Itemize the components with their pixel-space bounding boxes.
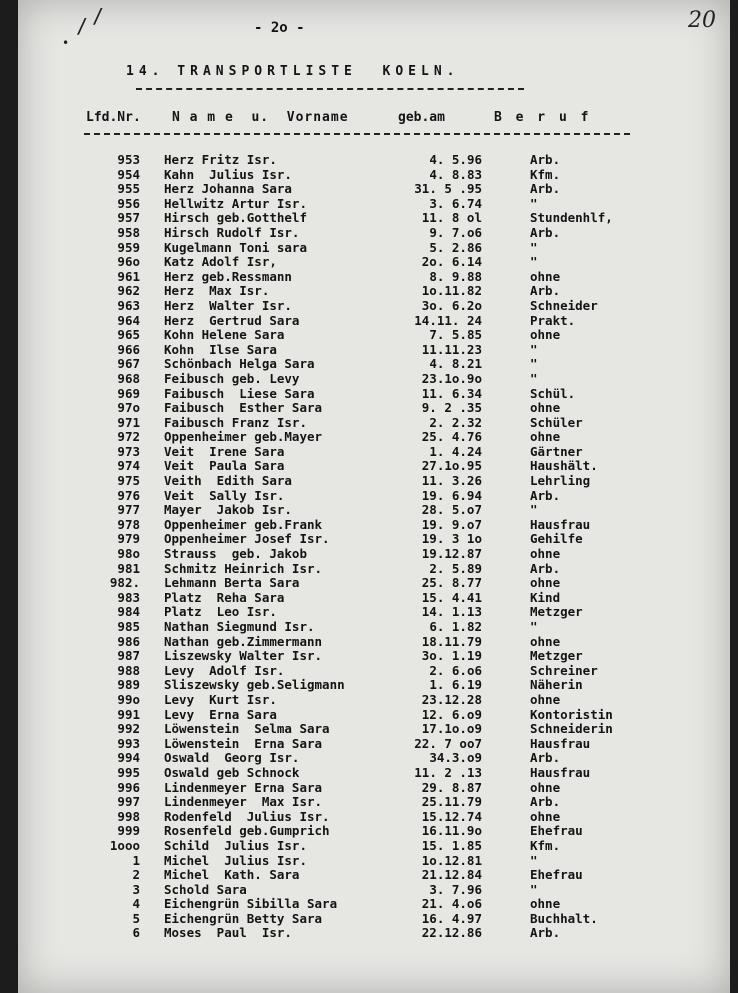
table-row xyxy=(18,241,730,256)
table-row xyxy=(18,226,730,241)
table-row xyxy=(18,314,730,329)
margin-mark: • xyxy=(62,36,70,50)
person-name: Mayer Jakob Isr. xyxy=(164,502,292,518)
row-number: 956 xyxy=(117,195,140,211)
person-name: Schild Julius Isr. xyxy=(164,837,307,853)
page-title: 14. TRANSPORTLISTE KOELN. xyxy=(126,64,460,79)
row-number: 995 xyxy=(117,764,140,780)
birth-date: 4. 8.83 xyxy=(429,166,482,182)
table-row xyxy=(18,445,730,460)
birth-date: 31. 5 .95 xyxy=(414,181,482,197)
person-name: Hirsch Rudolf Isr. xyxy=(164,224,300,240)
row-number: 3 xyxy=(132,881,140,897)
row-number: 968 xyxy=(117,370,140,386)
row-number: 985 xyxy=(117,619,140,634)
person-name: Rodenfeld Julius Isr. xyxy=(164,808,330,824)
birth-date: 11. 2 .13 xyxy=(414,764,482,780)
table-row xyxy=(18,605,730,620)
occupation: Arb. xyxy=(530,925,561,941)
birth-date: 34.3.o9 xyxy=(429,750,482,766)
person-name: Veith Edith Sara xyxy=(164,473,292,489)
margin-mark: / xyxy=(92,4,105,28)
table-row xyxy=(18,926,730,941)
table-row xyxy=(18,197,730,212)
row-number: 993 xyxy=(117,735,140,751)
row-number: 987 xyxy=(117,648,140,664)
birth-date: 9. 7.o6 xyxy=(429,224,482,240)
row-number: 966 xyxy=(117,341,140,357)
row-number: 954 xyxy=(117,166,140,182)
person-name: Oppenheimer geb.Frank xyxy=(164,516,323,532)
table-row xyxy=(18,416,730,431)
row-number: 996 xyxy=(117,779,140,795)
birth-date: 14.11. 24 xyxy=(414,312,482,328)
table-row xyxy=(18,489,730,504)
person-name: Herz Gertrud Sara xyxy=(164,312,300,328)
occupation: Schüler xyxy=(530,414,583,430)
birth-date: 15. 1.85 xyxy=(421,837,482,853)
table-row xyxy=(18,897,730,912)
occupation: " xyxy=(530,356,538,372)
person-name: Oswald Georg Isr. xyxy=(164,750,300,766)
birth-date: 7. 5.85 xyxy=(429,327,482,343)
table-row xyxy=(18,562,730,577)
occupation: " xyxy=(530,619,538,634)
occupation: " xyxy=(530,195,538,211)
person-name: Liszewsky Walter Isr. xyxy=(164,648,323,664)
person-name: Levy Kurt Isr. xyxy=(164,691,277,707)
table-row xyxy=(18,795,730,810)
occupation: Schreiner xyxy=(530,662,598,678)
birth-date: 25. 4.76 xyxy=(421,429,482,445)
row-number: 96o xyxy=(117,254,140,270)
birth-date: 2. 5.89 xyxy=(429,560,482,576)
occupation: Kfm. xyxy=(530,166,561,182)
table-row xyxy=(18,824,730,839)
row-number: 958 xyxy=(117,224,140,240)
birth-date: 22.12.86 xyxy=(421,925,482,941)
table-row xyxy=(18,576,730,591)
header-beruf: B e r u f xyxy=(494,110,592,125)
person-name: Kahn Julius Isr. xyxy=(164,166,292,182)
birth-date: 1. 6.19 xyxy=(429,677,482,693)
birth-date: 19. 3 1o xyxy=(421,531,482,547)
occupation: Lehrling xyxy=(530,473,591,489)
birth-date: 2. 6.o6 xyxy=(429,662,482,678)
person-name: Löwenstein Erna Sara xyxy=(164,735,323,751)
person-name: Platz Reha Sara xyxy=(164,589,285,605)
occupation: Ehefrau xyxy=(530,823,583,839)
person-name: Feibusch geb. Levy xyxy=(164,370,300,386)
row-number: 971 xyxy=(117,414,140,430)
table-row xyxy=(18,678,730,693)
occupation: Hausfrau xyxy=(530,516,591,532)
row-number: 98o xyxy=(117,546,140,562)
person-name: Levy Erna Sara xyxy=(164,706,277,722)
birth-date: 28. 5.o7 xyxy=(421,502,482,518)
person-name: Herz Fritz Isr. xyxy=(164,152,277,167)
table-row xyxy=(18,211,730,226)
person-name: Oswald geb Schnock xyxy=(164,764,300,780)
occupation: ohne xyxy=(530,779,561,795)
table-row xyxy=(18,868,730,883)
table-row xyxy=(18,518,730,533)
person-name: Faibusch Esther Sara xyxy=(164,400,323,416)
table-row xyxy=(18,270,730,285)
document-page xyxy=(18,0,730,993)
occupation: Stundenhlf, xyxy=(530,210,613,226)
birth-date: 11. 6.34 xyxy=(421,385,482,401)
occupation: Arb. xyxy=(530,224,561,240)
occupation: " xyxy=(530,502,538,518)
row-number: 2 xyxy=(132,867,140,883)
occupation: Metzger xyxy=(530,648,583,664)
row-number: 955 xyxy=(117,181,140,197)
occupation: " xyxy=(530,239,538,255)
table-row xyxy=(18,503,730,518)
table-row xyxy=(18,343,730,358)
occupation: ohne xyxy=(530,808,561,824)
row-number: 977 xyxy=(117,502,140,518)
occupation: Gehilfe xyxy=(530,531,583,547)
occupation: " xyxy=(530,881,538,897)
row-number: 953 xyxy=(117,152,140,167)
birth-date: 4. 5.96 xyxy=(429,152,482,167)
row-number: 997 xyxy=(117,794,140,810)
person-name: Lehmann Berta Sara xyxy=(164,575,300,591)
birth-date: 3o. 1.19 xyxy=(421,648,482,664)
person-name: Moses Paul Isr. xyxy=(164,925,292,941)
table-row xyxy=(18,168,730,183)
table-row xyxy=(18,883,730,898)
occupation: Arb. xyxy=(530,794,561,810)
table-row xyxy=(18,664,730,679)
page-number: - 2o - xyxy=(254,20,305,36)
birth-date: 27.1o.95 xyxy=(421,458,482,474)
row-number: 959 xyxy=(117,239,140,255)
margin-mark: / xyxy=(76,14,89,38)
occupation: Schneider xyxy=(530,297,598,313)
occupation: ohne xyxy=(530,896,561,912)
occupation: ohne xyxy=(530,575,561,591)
birth-date: 16.11.9o xyxy=(421,823,482,839)
table-row xyxy=(18,474,730,489)
occupation: Kind xyxy=(530,589,561,605)
row-number: 998 xyxy=(117,808,140,824)
row-number: 975 xyxy=(117,473,140,489)
table-row xyxy=(18,328,730,343)
occupation: Näherin xyxy=(530,677,583,693)
person-name: Veit Paula Sara xyxy=(164,458,285,474)
row-number: 989 xyxy=(117,677,140,693)
table-row xyxy=(18,357,730,372)
row-number: 992 xyxy=(117,721,140,737)
occupation: Prakt. xyxy=(530,312,576,328)
row-number: 974 xyxy=(117,458,140,474)
birth-date: 3o. 6.2o xyxy=(421,297,482,313)
title-underline xyxy=(136,88,524,90)
person-name: Katz Adolf Isr, xyxy=(164,254,277,270)
table-row xyxy=(18,751,730,766)
row-number: 979 xyxy=(117,531,140,547)
person-name: Herz geb.Ressmann xyxy=(164,268,292,284)
person-name: Lindenmeyer Erna Sara xyxy=(164,779,323,795)
birth-date: 18.11.79 xyxy=(421,633,482,649)
row-number: 973 xyxy=(117,443,140,459)
header-underline xyxy=(84,133,630,135)
occupation: Hausfrau xyxy=(530,764,591,780)
row-number: 978 xyxy=(117,516,140,532)
occupation: Haushält. xyxy=(530,458,598,474)
person-name: Schold Sara xyxy=(164,881,247,897)
birth-date: 23.12.28 xyxy=(421,691,482,707)
person-name: Eichengrün Sibilla Sara xyxy=(164,896,338,912)
occupation: ohne xyxy=(530,691,561,707)
person-name: Veit Irene Sara xyxy=(164,443,285,459)
birth-date: 21.12.84 xyxy=(421,867,482,883)
person-name: Herz Walter Isr. xyxy=(164,297,292,313)
table-row xyxy=(18,532,730,547)
table-row xyxy=(18,620,730,635)
birth-date: 11.11.23 xyxy=(421,341,482,357)
occupation: " xyxy=(530,341,538,357)
person-name: Levy Adolf Isr. xyxy=(164,662,285,678)
birth-date: 9. 2 .35 xyxy=(421,400,482,416)
table-row xyxy=(18,781,730,796)
birth-date: 3. 7.96 xyxy=(429,881,482,897)
birth-date: 19.12.87 xyxy=(421,546,482,562)
occupation: Kontoristin xyxy=(530,706,613,722)
occupation: Arb. xyxy=(530,283,561,299)
birth-date: 5. 2.86 xyxy=(429,239,482,255)
table-row xyxy=(18,839,730,854)
person-name: Michel Julius Isr. xyxy=(164,852,307,868)
person-name: Platz Leo Isr. xyxy=(164,604,277,620)
table-row xyxy=(18,401,730,416)
row-number: 967 xyxy=(117,356,140,372)
row-number: 1ooo xyxy=(109,837,140,853)
person-name: Faibusch Liese Sara xyxy=(164,385,315,401)
occupation: ohne xyxy=(530,633,561,649)
row-number: 5 xyxy=(132,910,140,926)
transport-list-table xyxy=(18,153,730,941)
person-name: Rosenfeld geb.Gumprich xyxy=(164,823,330,839)
row-number: 969 xyxy=(117,385,140,401)
birth-date: 12. 6.o9 xyxy=(421,706,482,722)
row-number: 965 xyxy=(117,327,140,343)
birth-date: 16. 4.97 xyxy=(421,910,482,926)
birth-date: 14. 1.13 xyxy=(421,604,482,620)
birth-date: 3. 6.74 xyxy=(429,195,482,211)
birth-date: 15.12.74 xyxy=(421,808,482,824)
table-row xyxy=(18,255,730,270)
person-name: Herz Max Isr. xyxy=(164,283,270,299)
occupation: ohne xyxy=(530,429,561,445)
table-row xyxy=(18,693,730,708)
birth-date: 1. 4.24 xyxy=(429,443,482,459)
table-row xyxy=(18,635,730,650)
row-number: 97o xyxy=(117,400,140,416)
birth-date: 29. 8.87 xyxy=(421,779,482,795)
occupation: Metzger xyxy=(530,604,583,620)
birth-date: 19. 6.94 xyxy=(421,487,482,503)
table-row xyxy=(18,387,730,402)
person-name: Kohn Ilse Sara xyxy=(164,341,277,357)
header-date: geb.am xyxy=(398,110,445,125)
row-number: 999 xyxy=(117,823,140,839)
occupation: Arb. xyxy=(530,560,561,576)
birth-date: 1o.11.82 xyxy=(421,283,482,299)
occupation: Hausfrau xyxy=(530,735,591,751)
table-row xyxy=(18,766,730,781)
occupation: Schneiderin xyxy=(530,721,613,737)
person-name: Michel Kath. Sara xyxy=(164,867,300,883)
person-name: Faibusch Franz Isr. xyxy=(164,414,307,430)
table-row xyxy=(18,810,730,825)
occupation: Arb. xyxy=(530,152,561,167)
row-number: 964 xyxy=(117,312,140,328)
birth-date: 2. 2.32 xyxy=(429,414,482,430)
table-row xyxy=(18,649,730,664)
row-number: 961 xyxy=(117,268,140,284)
birth-date: 25. 8.77 xyxy=(421,575,482,591)
person-name: Löwenstein Selma Sara xyxy=(164,721,330,737)
occupation: Arb. xyxy=(530,487,561,503)
person-name: Hirsch geb.Gotthelf xyxy=(164,210,307,226)
row-number: 994 xyxy=(117,750,140,766)
table-row xyxy=(18,591,730,606)
row-number: 962 xyxy=(117,283,140,299)
occupation: ohne xyxy=(530,400,561,416)
person-name: Schmitz Heinrich Isr. xyxy=(164,560,323,576)
occupation: Kfm. xyxy=(530,837,561,853)
person-name: Veit Sally Isr. xyxy=(164,487,285,503)
occupation: " xyxy=(530,852,538,868)
person-name: Hellwitz Artur Isr. xyxy=(164,195,307,211)
row-number: 984 xyxy=(117,604,140,620)
table-row xyxy=(18,372,730,387)
person-name: Kugelmann Toni sara xyxy=(164,239,307,255)
table-row xyxy=(18,547,730,562)
birth-date: 19. 9.o7 xyxy=(421,516,482,532)
birth-date: 4. 8.21 xyxy=(429,356,482,372)
row-number: 1 xyxy=(132,852,140,868)
person-name: Sliszewsky geb.Seligmann xyxy=(164,677,345,693)
occupation: " xyxy=(530,370,538,386)
occupation: ohne xyxy=(530,268,561,284)
table-row xyxy=(18,708,730,723)
person-name: Schönbach Helga Sara xyxy=(164,356,315,372)
occupation: Arb. xyxy=(530,181,561,197)
row-number: 957 xyxy=(117,210,140,226)
birth-date: 11. 3.26 xyxy=(421,473,482,489)
row-number: 99o xyxy=(117,691,140,707)
birth-date: 6. 1.82 xyxy=(429,619,482,634)
header-nr: Lfd.Nr. xyxy=(86,110,141,125)
row-number: 983 xyxy=(117,589,140,605)
header-name: N a m e u. Vorname xyxy=(172,110,349,125)
table-row xyxy=(18,722,730,737)
table-row xyxy=(18,737,730,752)
row-number: 981 xyxy=(117,560,140,576)
person-name: Oppenheimer geb.Mayer xyxy=(164,429,323,445)
row-number: 991 xyxy=(117,706,140,722)
row-number: 963 xyxy=(117,297,140,313)
birth-date: 8. 9.88 xyxy=(429,268,482,284)
person-name: Strauss geb. Jakob xyxy=(164,546,307,562)
occupation: Gärtner xyxy=(530,443,583,459)
table-row xyxy=(18,182,730,197)
birth-date: 1o.12.81 xyxy=(421,852,482,868)
occupation: ohne xyxy=(530,327,561,343)
table-row xyxy=(18,299,730,314)
birth-date: 17.1o.o9 xyxy=(421,721,482,737)
occupation: Ehefrau xyxy=(530,867,583,883)
birth-date: 11. 8 ol xyxy=(421,210,482,226)
row-number: 986 xyxy=(117,633,140,649)
birth-date: 21. 4.o6 xyxy=(421,896,482,912)
row-number: 6 xyxy=(132,925,140,941)
birth-date: 2o. 6.14 xyxy=(421,254,482,270)
person-name: Eichengrün Betty Sara xyxy=(164,910,323,926)
birth-date: 23.1o.9o xyxy=(421,370,482,386)
birth-date: 22. 7 oo7 xyxy=(414,735,482,751)
row-number: 988 xyxy=(117,662,140,678)
table-row xyxy=(18,430,730,445)
person-name: Nathan geb.Zimmermann xyxy=(164,633,323,649)
person-name: Lindenmeyer Max Isr. xyxy=(164,794,323,810)
occupation: ohne xyxy=(530,546,561,562)
row-number: 982. xyxy=(109,575,140,591)
row-number: 972 xyxy=(117,429,140,445)
person-name: Kohn Helene Sara xyxy=(164,327,285,343)
table-row xyxy=(18,284,730,299)
person-name: Herz Johanna Sara xyxy=(164,181,292,197)
table-row xyxy=(18,459,730,474)
birth-date: 15. 4.41 xyxy=(421,589,482,605)
occupation: Schül. xyxy=(530,385,576,401)
table-row xyxy=(18,153,730,168)
occupation: Buchhalt. xyxy=(530,910,598,926)
occupation: Arb. xyxy=(530,750,561,766)
table-row xyxy=(18,912,730,927)
person-name: Oppenheimer Josef Isr. xyxy=(164,531,330,547)
table-row xyxy=(18,854,730,869)
row-number: 4 xyxy=(132,896,140,912)
occupation: " xyxy=(530,254,538,270)
person-name: Nathan Siegmund Isr. xyxy=(164,619,315,634)
birth-date: 25.11.79 xyxy=(421,794,482,810)
row-number: 976 xyxy=(117,487,140,503)
handwritten-page-number: 20 xyxy=(688,8,716,33)
